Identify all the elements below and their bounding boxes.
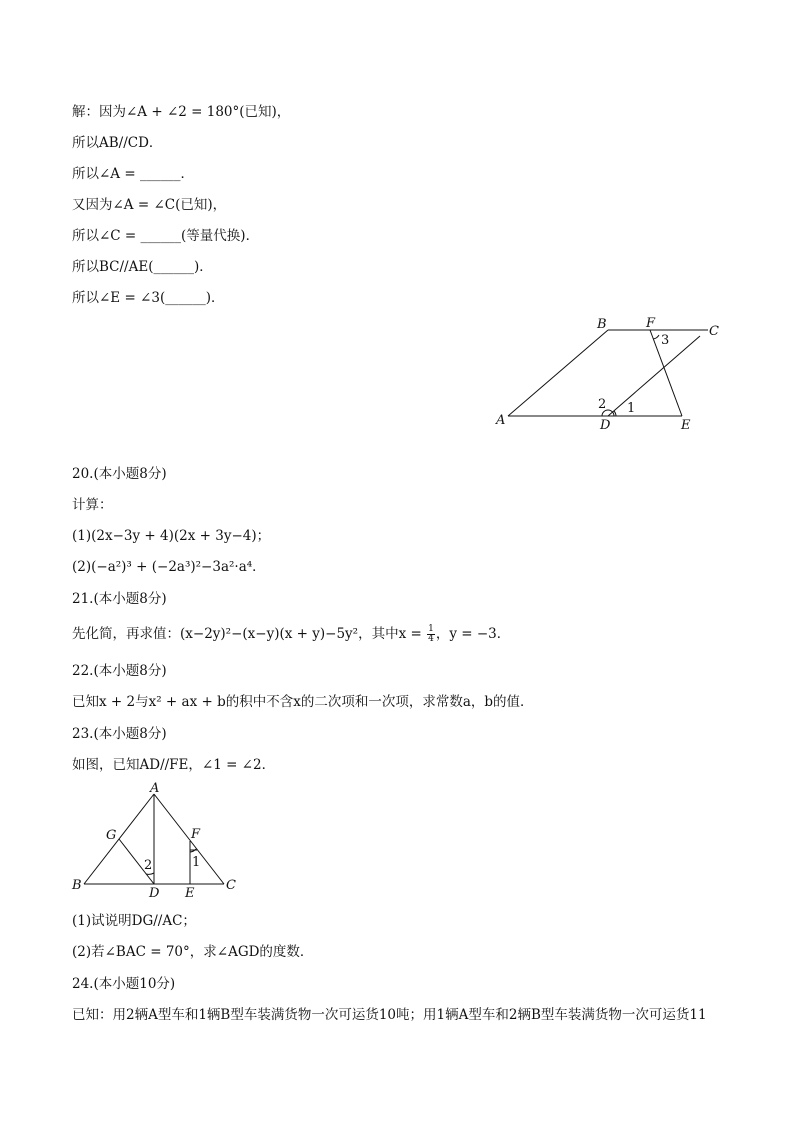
label-d: D [149,886,160,901]
label-c: C [709,324,719,339]
label-e: E [681,418,691,433]
q23-heading: 23.(本小题8分) [72,726,167,742]
angle-2-arc [146,873,154,874]
label-e: E [185,886,195,901]
q21-body-b: ，y = −3． [435,626,511,642]
q21-fraction [427,625,435,644]
q21-fraction-den: 4 [428,634,434,644]
solution-line-5: 所以∠C = ______(等量代换)． [72,228,260,244]
q20-part-1: (1)(2x−3y + 4)(2x + 3y−4)； [72,528,271,544]
angle-3-arc [653,335,659,339]
q24-heading: 24.(本小题10分) [72,976,176,992]
label-angle-3: 3 [661,333,670,348]
solution-line-4: 又因为∠A = ∠C(已知)， [72,197,227,213]
solution-line-1: 解：因为∠A + ∠2 = 180°(已知)， [72,104,291,120]
segment-ab [508,330,608,416]
label-b: B [597,317,607,332]
q20-part-2: (2)(−a²)³ + (−2a³)²−3a²·a⁴． [72,559,266,575]
label-f: F [646,316,656,331]
q23-part-2: (2)若∠BAC = 70°，求∠AGD的度数． [72,944,314,960]
q22-body: 已知x + 2与x² + ax + b的积中不含x的二次项和一次项，求常数a，b的值． [72,694,534,710]
label-a: A [496,413,506,428]
q21-body-a: 先化简，再求值：(x−2y)²−(x−y)(x + y)−5y²，其中x = [72,626,427,642]
q21-heading: 21.(本小题8分) [72,591,167,607]
q23-body: 如图，已知AD//FE，∠1 = ∠2． [72,757,276,773]
figure-2 [66,780,246,900]
q21-body [72,624,510,644]
solution-line-7: 所以∠E = ∠3(______)． [72,290,225,306]
label-c: C [226,878,236,893]
q21-fraction-num: 1 [428,624,434,634]
segment-ac [154,794,224,884]
label-angle-2: 2 [144,858,153,873]
solution-line-6: 所以BC//AE(______)． [72,259,213,275]
label-a: A [150,781,160,796]
label-angle-1: 1 [192,855,201,870]
q20-heading: 20.(本小题8分) [72,466,167,482]
label-angle-1: 1 [627,401,636,416]
label-g: G [106,828,117,843]
q20-intro: 计算： [72,497,113,513]
solution-line-3: 所以∠A = ______． [72,166,194,182]
q23-part-1: (1)试说明DG//AC； [72,913,196,929]
solution-line-2: 所以AB//CD． [72,135,163,151]
label-f: F [191,827,201,842]
label-d: D [600,418,611,433]
label-angle-2: 2 [598,397,607,412]
label-b: B [72,878,82,893]
q22-heading: 22.(本小题8分) [72,663,167,679]
figure-1 [490,312,730,436]
segment-dc [608,336,700,416]
q24-body: 已知：用2辆A型车和1辆B型车装满货物一次可运货10吨；用1辆A型车和2辆B型车装满货物一次可运货11 [72,1007,707,1023]
